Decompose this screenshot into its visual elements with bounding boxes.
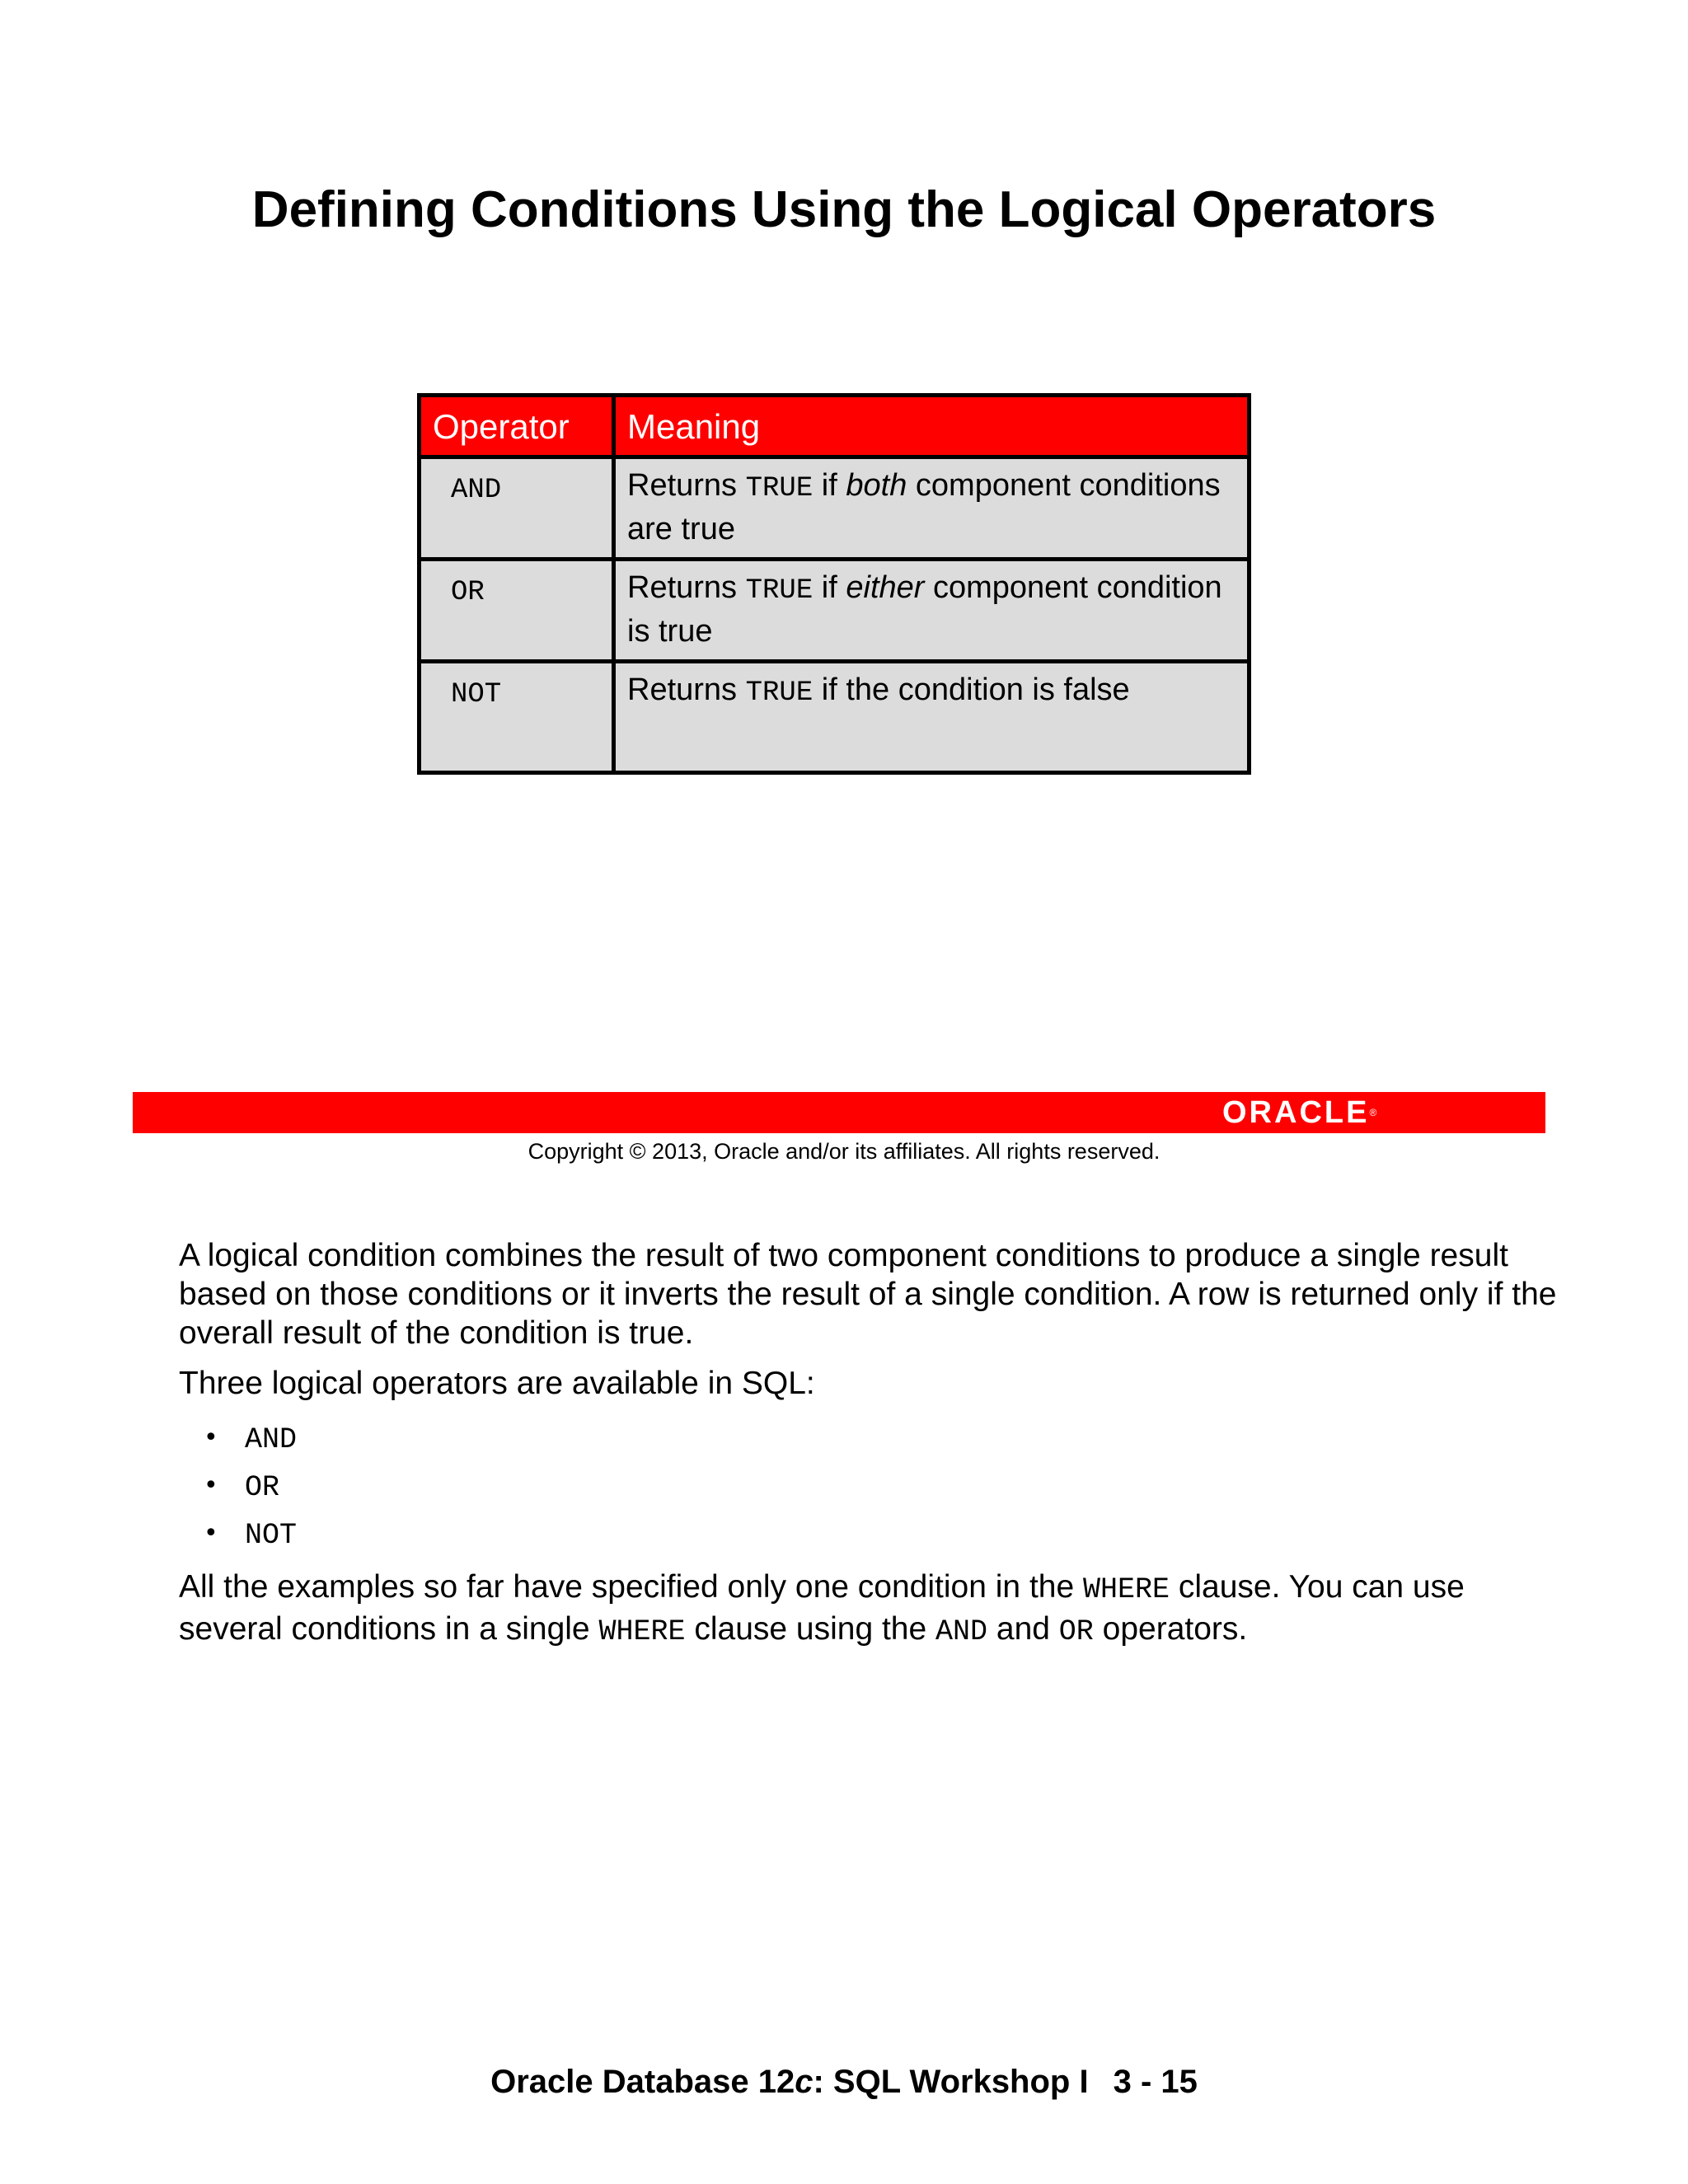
meaning-cell — [614, 662, 1250, 773]
registered-mark: ® — [1369, 1107, 1377, 1118]
notes-paragraph: A logical condition combines the result of two component conditions to produce a single result based on those conditions or it inverts the result of a single condition. A row is returned only if the overall result of the condition is true. — [179, 1238, 1557, 1351]
oracle-logo — [1222, 1094, 1376, 1132]
bullet-icon: • — [204, 1519, 218, 1548]
notes-text: and — [987, 1611, 1059, 1647]
page-number: 3 - 15 — [1113, 2064, 1198, 2100]
table-row — [420, 662, 1250, 773]
notes-code: OR — [1058, 1615, 1094, 1648]
course-title-italic: c — [795, 2064, 814, 2100]
notes-text: All the examples so far have specified only one condition in the — [179, 1569, 1083, 1605]
course-title: Oracle Database 12 — [490, 2064, 795, 2100]
meaning-text: if — [813, 468, 846, 503]
slide-title: Defining Conditions Using the Logical Operators — [251, 181, 1437, 238]
operator-bullet-list — [179, 1414, 1564, 1558]
meaning-text: component condition is true — [627, 570, 1222, 649]
header-operator: Operator — [420, 396, 614, 457]
notes-body — [179, 1236, 1564, 1663]
bullet-icon: • — [204, 1471, 218, 1500]
meaning-text: if — [813, 570, 846, 605]
notes-text: clause using the — [685, 1611, 936, 1647]
meaning-cell — [614, 457, 1250, 560]
list-item — [179, 1414, 1564, 1462]
notes-paragraph — [179, 1568, 1564, 1652]
operator-cell: AND — [420, 457, 614, 560]
bullet-text: NOT — [245, 1519, 298, 1552]
meaning-text: Returns — [627, 570, 746, 605]
table-header-row — [420, 396, 1250, 457]
meaning-text: Returns — [627, 468, 746, 503]
copyright-notice: Copyright © 2013, Oracle and/or its affiliates. All rights reserved. — [528, 1139, 1160, 1164]
meaning-text: Returns — [627, 673, 746, 707]
table-row — [420, 560, 1250, 662]
operator-cell: OR — [420, 560, 614, 662]
bullet-text: OR — [245, 1471, 280, 1504]
list-item — [179, 1462, 1564, 1510]
notes-text: operators. — [1093, 1611, 1248, 1647]
course-title: : SQL Workshop I — [813, 2064, 1089, 2100]
list-item — [179, 1510, 1564, 1558]
notes-code: WHERE — [1083, 1573, 1170, 1606]
header-meaning: Meaning — [614, 396, 1250, 457]
page-footer — [0, 2059, 1688, 2105]
bullet-text: AND — [245, 1423, 298, 1456]
meaning-text: if the condition is false — [813, 673, 1130, 707]
meaning-code: TRUE — [745, 575, 814, 607]
oracle-logo-text: ORACLE — [1222, 1095, 1370, 1130]
meaning-cell — [614, 560, 1250, 662]
meaning-code: TRUE — [745, 677, 814, 709]
table-row — [420, 457, 1250, 560]
logical-operators-table — [417, 393, 1251, 775]
meaning-code: TRUE — [745, 473, 814, 504]
notes-text: clause. You can use several conditions in a single — [179, 1569, 1465, 1647]
operator-cell: NOT — [420, 662, 614, 773]
meaning-text: component conditions are true — [627, 468, 1221, 546]
meaning-emphasis: either — [846, 570, 925, 605]
notes-code: AND — [935, 1615, 988, 1648]
meaning-emphasis: both — [846, 468, 907, 503]
bullet-icon: • — [204, 1423, 218, 1452]
notes-paragraph: Three logical operators are available in SQL: — [179, 1366, 815, 1401]
notes-code: WHERE — [598, 1615, 686, 1648]
